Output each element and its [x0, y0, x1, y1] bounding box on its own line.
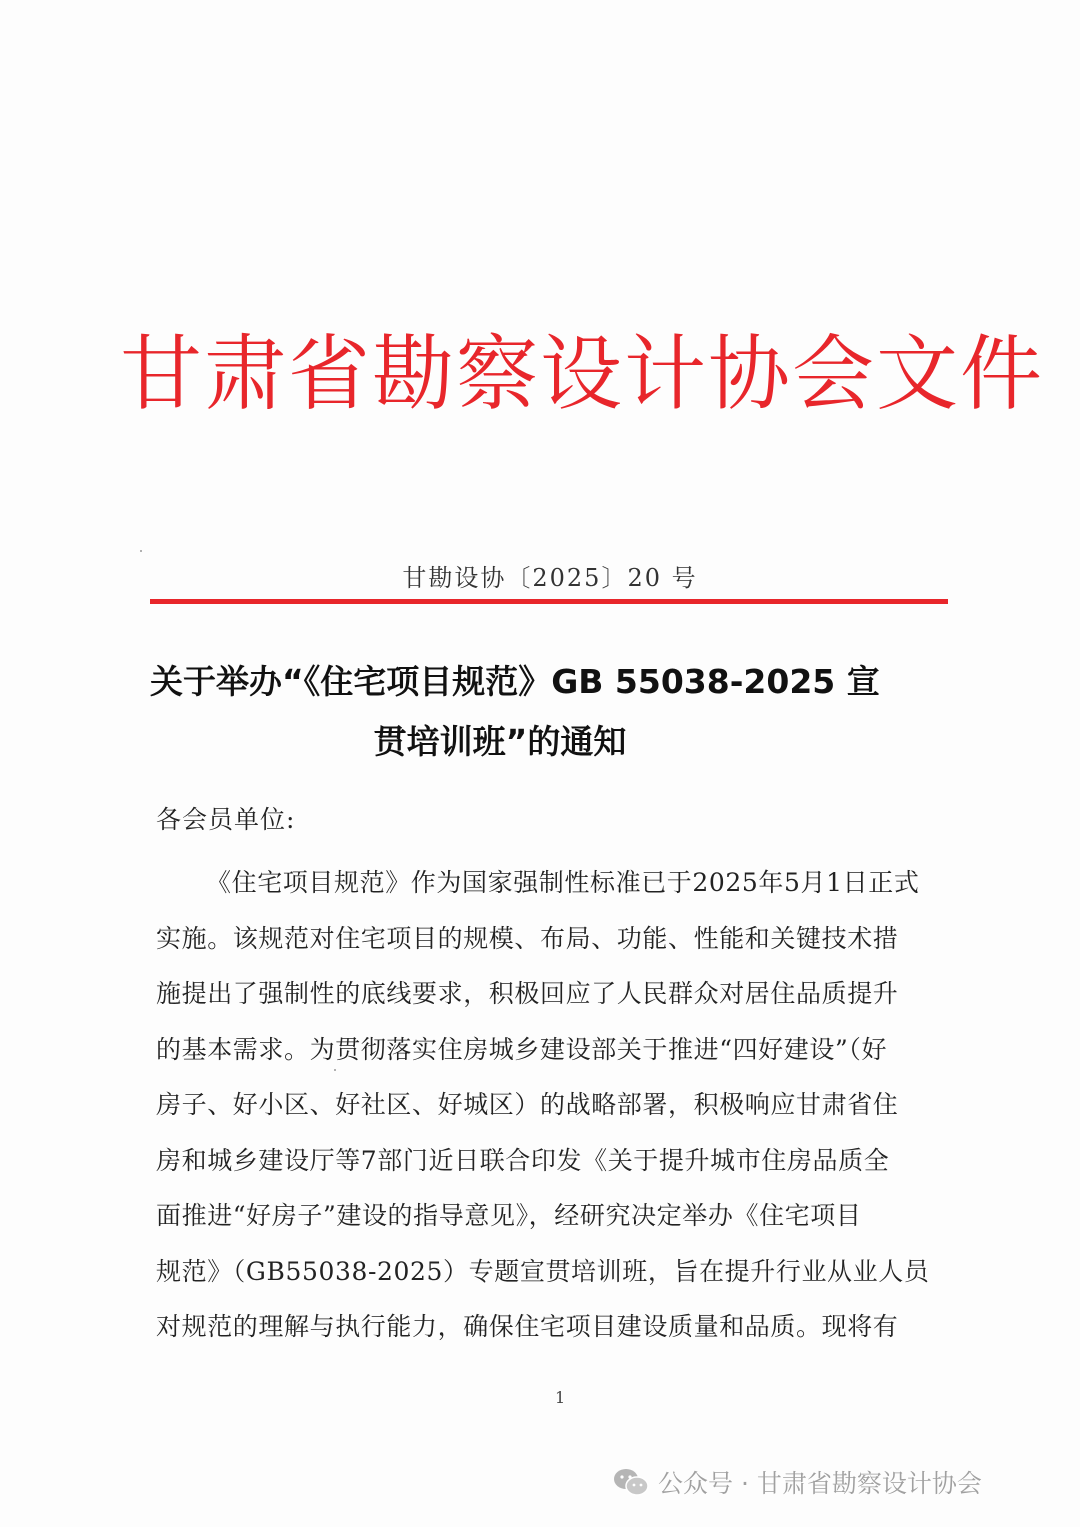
notice-title [150, 652, 990, 772]
body-line: 施提出了强制性的底线要求，积极回应了人民群众对居住品质提升 [156, 979, 899, 1008]
watermark-text: 公众号 · 甘肃省勘察设计协会 [658, 1469, 982, 1498]
document-number: 甘勘设协〔2025〕20 号 [402, 564, 698, 592]
scan-speck [334, 1069, 336, 1071]
body-line: 对规范的理解与执行能力，确保住宅项目建设质量和品质。现将有 [156, 1312, 899, 1341]
document-header-title: 甘肃省勘察设计协会文件 [120, 327, 1045, 422]
notice-title-line-1: 关于举办“《住宅项目规范》GB 55038-2025 宣 [150, 662, 880, 701]
notice-title-line-2: 贯培训班”的通知 [373, 722, 627, 761]
salutation: 各会员单位: [156, 805, 296, 834]
wechat-watermark [612, 1462, 982, 1502]
body-line: 房子、好小区、好社区、好城区）的战略部署，积极响应甘肃省住 [156, 1090, 899, 1119]
body-line: 房和城乡建设厅等7部门近日联合印发《关于提升城市住房品质全 [156, 1145, 890, 1175]
body-line: 的基本需求。为贯彻落实住房城乡建设部关于推进“四好建设”（好 [156, 1034, 888, 1064]
body-line: 面推进“好房子”建设的指导意见》，经研究决定举办《住宅项目 [156, 1201, 862, 1230]
body-line: 《住宅项目规范》作为国家强制性标准已于2025年5月1日正式 [206, 868, 920, 897]
body-line: 规范》（GB55038-2025）专题宣贯培训班，旨在提升行业从业人员 [156, 1256, 930, 1286]
wechat-icon [612, 1466, 650, 1498]
body-paragraph [156, 855, 956, 1355]
body-line: 实施。该规范对住宅项目的规模、布局、功能、性能和关键技术措 [156, 923, 899, 953]
page-number: 1 [555, 1388, 566, 1407]
scan-speck [140, 550, 142, 552]
red-divider [150, 599, 948, 604]
